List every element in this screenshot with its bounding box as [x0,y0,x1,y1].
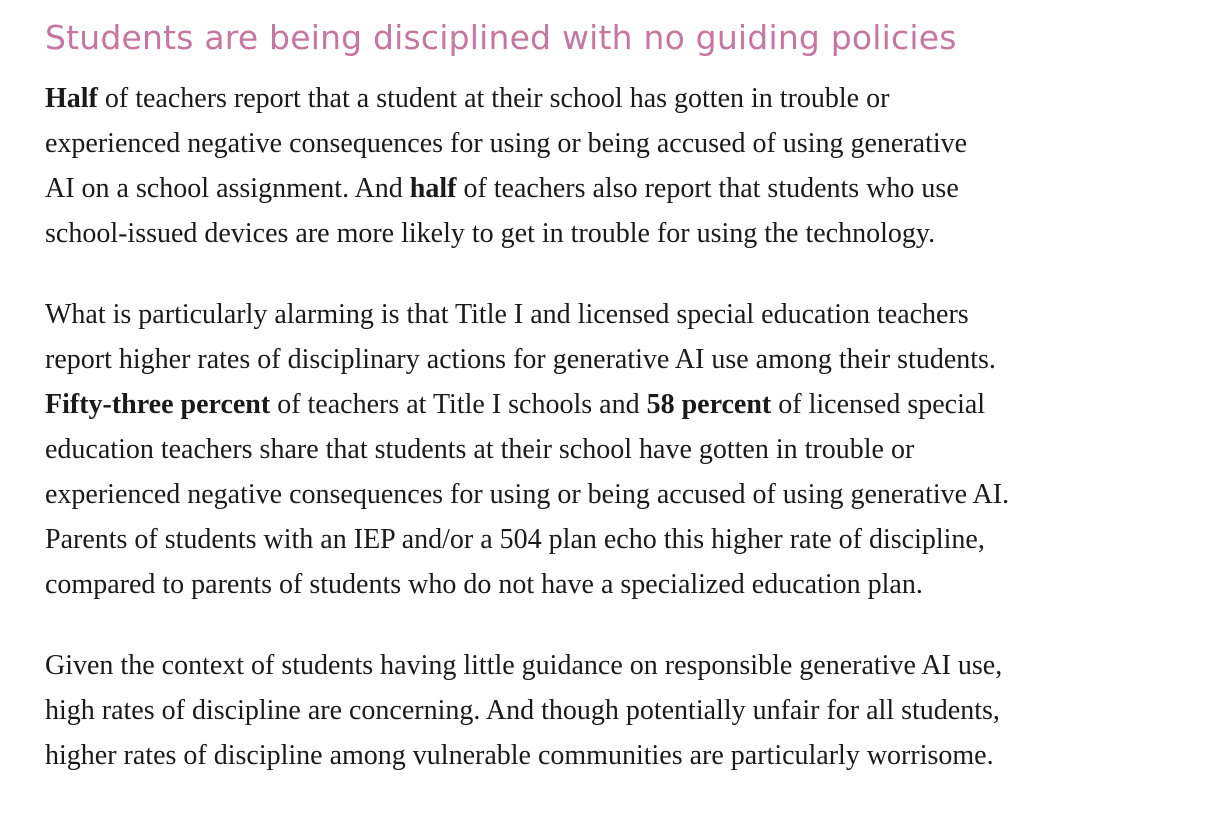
text-span: AI on a school assignment. And [45,173,410,204]
section-heading: Students are being disciplined with no guiding policies [45,18,957,57]
text-line: high rates of discipline are concerning. And though potentially unfair for all students, [45,695,1000,726]
text-line: compared to parents of students who do not have a specialized education plan. [45,569,923,600]
text-line: experienced negative consequences for using or being accused of using generative AI. [45,479,1010,510]
text-line: Parents of students with an IEP and/or a 504 plan echo this higher rate of discipline, [45,524,985,555]
text-line: What is particularly alarming is that Title I and licensed special education teachers [45,299,969,330]
text-line [45,382,1165,427]
text-span: of licensed special [771,389,986,420]
text-line: education teachers share that students at their school have gotten in trouble or [45,434,915,465]
paragraph-discipline-overview [45,76,1165,256]
text-line: school-issued devices are more likely to get in trouble for using the technology. [45,218,936,249]
text-span: of teachers also report that students who use [456,173,959,204]
text-line [45,76,1165,121]
text-line: report higher rates of disciplinary actions for generative AI use among their students. [45,344,996,375]
text-span: of teachers at Title I schools and [270,389,647,420]
text-line: Given the context of students having little guidance on responsible generative AI use, [45,650,1003,681]
paragraph-title-i-special-ed [45,292,1165,607]
text-line [45,166,1165,211]
emphasis-text: half [409,173,457,204]
text-line: experienced negative consequences for using or being accused of using generative [45,128,968,159]
text-line: higher rates of discipline among vulnerable communities are particularly worrisome. [45,740,994,771]
text-span: of teachers report that a student at their school has gotten in trouble or [97,83,890,114]
paragraph-concerns [45,643,1165,778]
article [45,14,1165,814]
emphasis-text: Fifty-three percent [45,389,271,420]
emphasis-text: Half [45,83,98,114]
emphasis-text: 58 percent [646,389,772,420]
